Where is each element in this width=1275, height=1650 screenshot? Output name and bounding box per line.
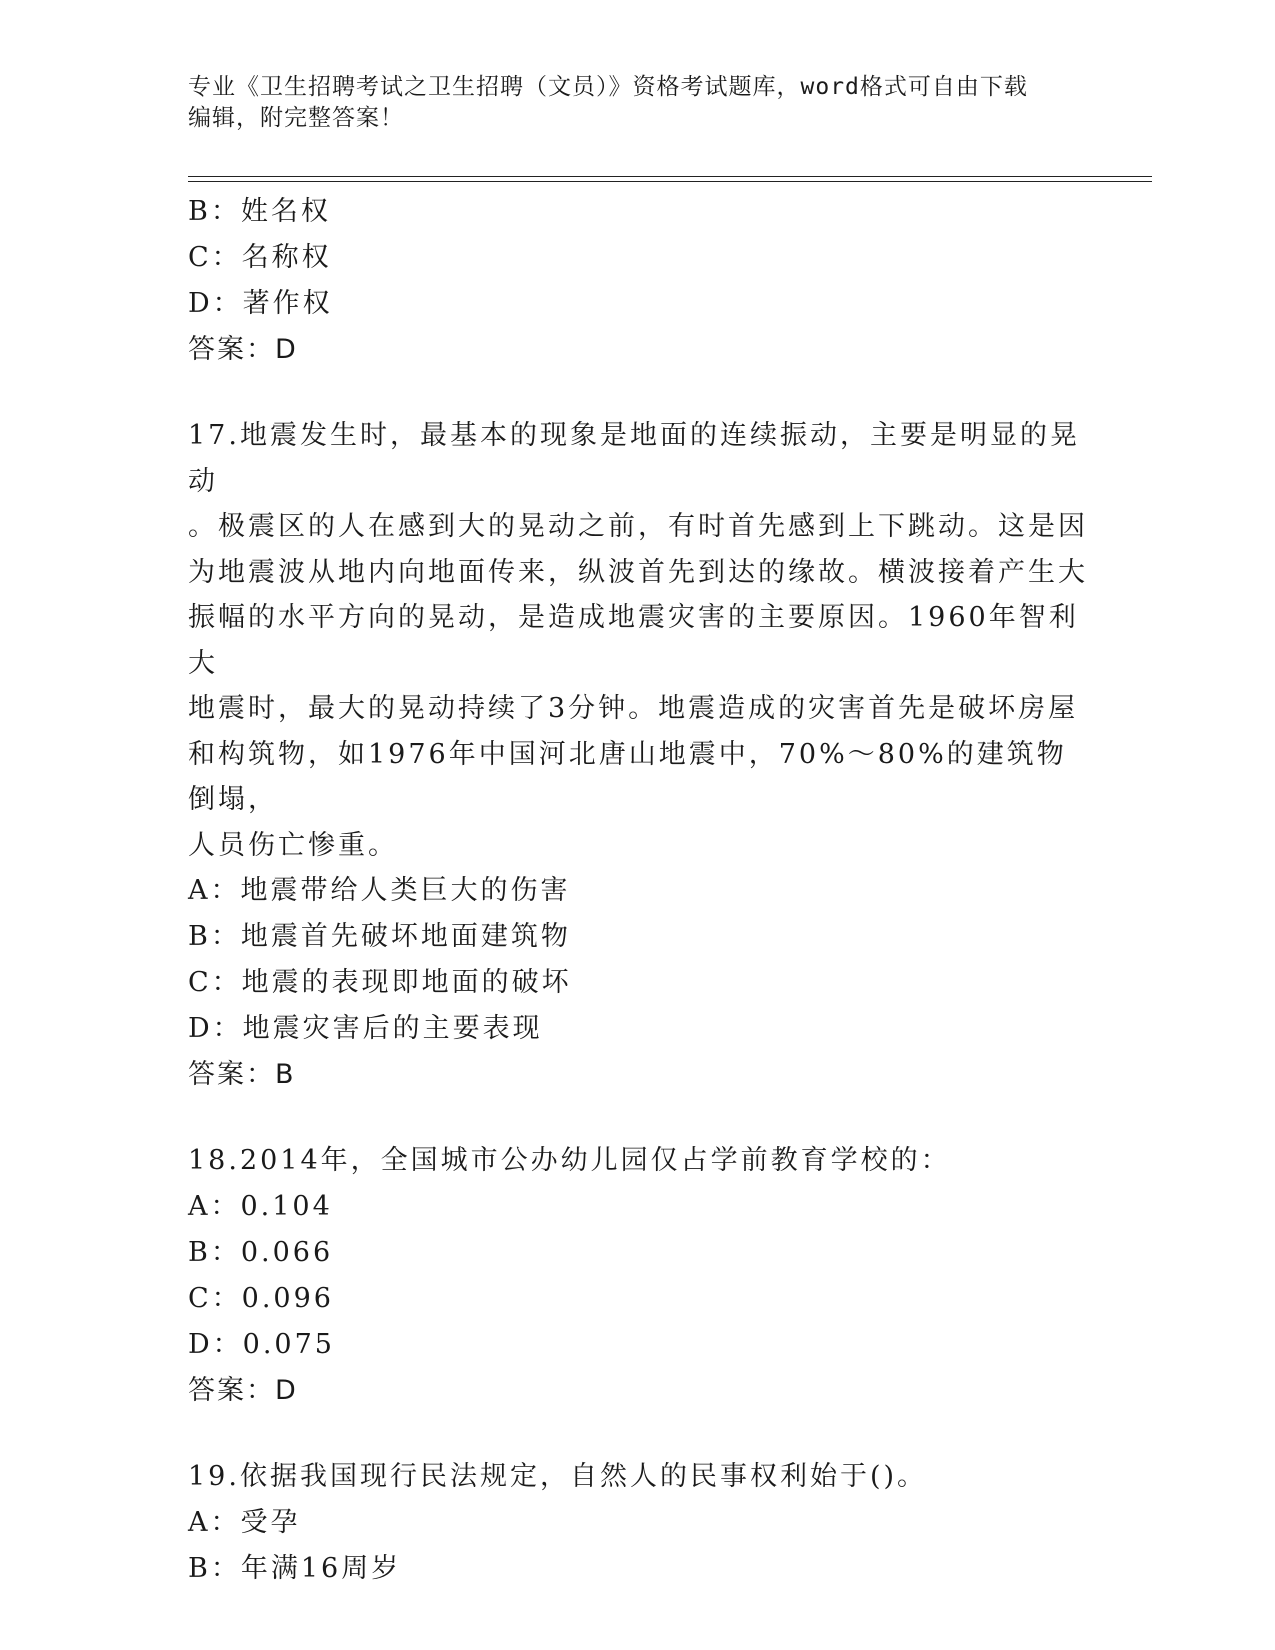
stem-line: 振幅的水平方向的晃动，是造成地震灾害的主要原因。1960年智利大: [188, 602, 1079, 679]
header-divider-top: [188, 176, 1152, 177]
question-16: [188, 189, 1088, 373]
header-line-2: 编辑，附完整答案！: [188, 105, 404, 131]
stem-line: 地震时，最大的晃动持续了3分钟。地震造成的灾害首先是破坏房屋: [188, 693, 1079, 724]
header-divider-bottom: [188, 181, 1152, 182]
question-19: [188, 1454, 1088, 1592]
answer-line: 答案：D: [188, 334, 298, 365]
option-b: B：地震首先破坏地面建筑物: [188, 921, 571, 952]
option-b: B：年满16周岁: [188, 1553, 402, 1584]
header-line-1: 专业《卫生招聘考试之卫生招聘（文员）》资格考试题库，word格式可自由下载: [188, 74, 1028, 100]
stem-line: 人员伤亡惨重。: [188, 829, 398, 861]
option-c: C：0.096: [188, 1283, 334, 1314]
option-c: C：名称权: [188, 242, 332, 273]
option-d: D：著作权: [188, 288, 333, 319]
option-b: B：姓名权: [188, 196, 331, 227]
option-a: A：地震带给人类巨大的伤害: [188, 875, 571, 906]
stem-line: 17.地震发生时，最基本的现象是地面的连续振动，主要是明显的晃动: [188, 420, 1080, 497]
stem-line: 为地震波从地内向地面传来，纵波首先到达的缘故。横波接着产生大: [188, 556, 1088, 588]
option-a: A：0.104: [188, 1191, 333, 1222]
question-list: [188, 189, 1088, 1592]
stem-line: 。极震区的人在感到大的晃动之前，有时首先感到上下跳动。这是因: [188, 511, 1088, 542]
answer-line: 答案：B: [188, 1059, 296, 1090]
answer-line: 答案：D: [188, 1375, 298, 1406]
option-a: A：受孕: [188, 1507, 301, 1538]
question-stem: 19.依据我国现行民法规定，自然人的民事权利始于()。: [188, 1461, 928, 1492]
option-d: D：地震灾害后的主要表现: [188, 1013, 543, 1044]
option-c: C：地震的表现即地面的破坏: [188, 967, 572, 998]
stem-line: 和构筑物，如1976年中国河北唐山地震中，70%～80%的建筑物倒塌，: [188, 738, 1067, 815]
question-17: [188, 413, 1088, 1098]
question-18: [188, 1138, 1088, 1414]
question-stem: [188, 413, 1088, 868]
option-b: B：0.066: [188, 1237, 334, 1268]
document-header: [188, 72, 1068, 134]
question-stem: 18.2014年，全国城市公办幼儿园仅占学前教育学校的：: [188, 1145, 951, 1176]
option-d: D：0.075: [188, 1329, 335, 1360]
